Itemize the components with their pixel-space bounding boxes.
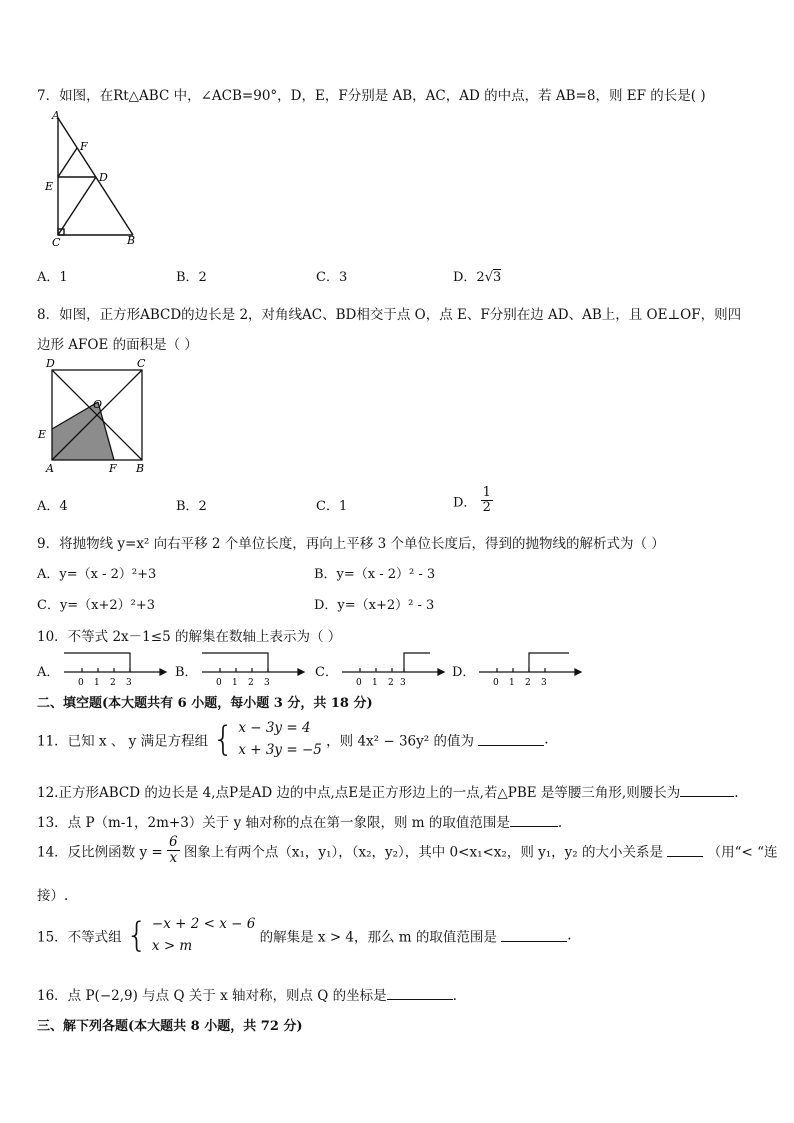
svg-text:3: 3	[400, 678, 406, 688]
q7-label-B: B	[127, 234, 136, 247]
q15-answer-blank[interactable]	[501, 929, 567, 942]
question-13: 13．点 P（m-1，2m+3）关于 y 轴对称的点在第一象限，则 m 的取值范围是 .	[37, 815, 563, 831]
q7-option-b: B．2	[176, 270, 207, 285]
svg-text:3: 3	[264, 678, 270, 688]
svg-text:2: 2	[110, 678, 116, 688]
question-12: 12.正方形ABCD 的边长是 4,点P是AD 边的中点,点E是正方形边上的一点,若△PBE 是等腰三角形,则腰长为 .	[37, 785, 739, 801]
q9-option-b: B．y=（x - 2）² - 3	[314, 567, 436, 582]
question-14-line2: 接）.	[37, 888, 69, 904]
q8-label-B: B	[136, 462, 145, 475]
q10-number-line-b	[198, 648, 308, 690]
brace-icon: {	[212, 719, 235, 760]
q10-option-d-letter: D．	[452, 665, 476, 680]
svg-text:1: 1	[232, 678, 238, 688]
question-8-stem-line1: 8．如图，正方形ABCD的边长是 2，对角线AC、BD相交于点 O，点 E、F分别在边 AD、AB上，且 OE⊥OF，则四	[37, 307, 742, 323]
svg-text:0: 0	[78, 678, 84, 688]
q10-option-b-letter: B．	[175, 665, 198, 680]
q7-option-d	[453, 266, 501, 285]
q14-answer-blank[interactable]	[667, 844, 703, 857]
svg-text:2: 2	[248, 678, 254, 688]
brace-icon: {	[125, 915, 148, 956]
q8-option-a: A．4	[37, 499, 68, 514]
q10-option-c-letter: C．	[315, 665, 338, 680]
q7-label-A: A	[52, 109, 60, 122]
q8-label-O: O	[93, 398, 103, 411]
q14-prefix: 14．反比例函数 y =	[37, 844, 163, 861]
q7-label-E: E	[45, 180, 54, 193]
q8-label-C: C	[137, 357, 146, 370]
section-2-heading: 二、填空题(本大题共有 6 小题，每小题 3 分，共 18 分)	[37, 696, 373, 711]
q10-option-a-letter: A．	[37, 665, 60, 680]
q16-text: 16．点 P(−2,9) 与点 Q 关于 x 轴对称，则点 Q 的坐标是	[37, 988, 387, 1004]
q7-option-d-root: 3	[493, 270, 502, 285]
q8-option-d-text: D．	[453, 495, 477, 511]
sqrt-icon: √	[484, 270, 493, 285]
q15-prefix: 15．不等式组	[37, 929, 122, 946]
question-8-stem-line2: 边形 AFOE 的面积是（ ）	[37, 337, 198, 353]
q8-option-c: C．1	[316, 499, 348, 514]
q13-text: 13．点 P（m-1，2m+3）关于 y 轴对称的点在第一象限，则 m 的取值范围是	[37, 815, 510, 831]
svg-text:1: 1	[509, 678, 515, 688]
q11-eq2: x + 3y = −5	[238, 741, 322, 758]
q7-triangle-figure	[38, 108, 148, 248]
q15-eq2: x > m	[151, 937, 193, 954]
q7-label-C: C	[52, 236, 61, 248]
svg-text:1: 1	[372, 678, 378, 688]
svg-text:0: 0	[356, 678, 362, 688]
q11-suffix: ，则 4x² − 36y² 的值为	[326, 733, 474, 750]
question-9-stem: 9．将抛物线 y=x² 向右平移 2 个单位长度，再向上平移 3 个单位长度后，得到的抛物线的解析式为（ ）	[37, 536, 665, 552]
svg-text:0: 0	[493, 678, 499, 688]
q10-number-line-d	[475, 648, 585, 690]
q8-label-E: E	[38, 428, 47, 441]
q8-option-d-fraction: $\frac{1}{2}$	[482, 485, 491, 516]
q8-option-d	[453, 486, 493, 516]
q8-label-A: A	[46, 462, 54, 475]
svg-text:2: 2	[525, 678, 531, 688]
svg-text:3: 3	[126, 678, 132, 688]
q8-label-F: F	[109, 462, 117, 475]
question-15: 15．不等式组 { −x + 2 < x − 6 x > m 的解集是 x > 4，那么 m 的取值范围是 .	[37, 915, 572, 956]
question-7-stem: 7．如图，在Rt△ABC 中，∠ACB=90°，D，E，F分别是 AB，AC，AD 的中点，若 AB=8，则 EF 的长是( )	[37, 88, 706, 104]
q11-eq1: x − 3y = 4	[238, 720, 311, 736]
q16-answer-blank[interactable]	[387, 987, 453, 1000]
question-16: 16．点 P(−2,9) 与点 Q 关于 x 轴对称，则点 Q 的坐标是 .	[37, 988, 457, 1004]
q12-text: 12.正方形ABCD 的边长是 4,点P是AD 边的中点,点E是正方形边上的一点,若△PBE 是等腰三角形,则腰长为	[37, 785, 681, 801]
q14-tail: （用“< “连	[707, 844, 778, 861]
section-3-heading: 三、解下列各题(本大题共 8 小题，共 72 分)	[37, 1019, 303, 1034]
q13-answer-blank[interactable]	[510, 814, 558, 827]
q15-system	[152, 914, 255, 957]
q9-option-c: C．y=（x+2）²+3	[37, 598, 156, 613]
q11-prefix: 11．已知 x 、 y 满足方程组	[37, 733, 209, 750]
q15-eq1: −x + 2 < x − 6	[151, 916, 256, 932]
q9-option-d: D．y=（x+2）² - 3	[314, 598, 435, 613]
q14-middle: 图象上有两个点（x₁，y₁），（x₂，y₂），其中 0<x₁<x₂，则 y₁，y₂ 的大小关系是	[183, 844, 663, 861]
q7-option-a: A．1	[37, 270, 68, 285]
q8-square-figure	[36, 356, 156, 476]
svg-text:3: 3	[541, 678, 547, 688]
q8-label-D: D	[46, 357, 55, 370]
q8-option-b: B．2	[176, 499, 207, 514]
question-10-stem: 10．不等式 2x－1≤5 的解集在数轴上表示为（ ）	[37, 629, 342, 645]
q15-suffix: 的解集是 x > 4，那么 m 的取值范围是	[259, 929, 497, 946]
svg-text:0: 0	[216, 678, 222, 688]
q14-fraction: $\frac{6}{x}$	[169, 834, 178, 866]
q9-option-a: A．y=（x - 2）²+3	[37, 567, 157, 582]
q11-system	[238, 718, 322, 761]
q12-answer-blank[interactable]	[680, 784, 734, 797]
q10-number-line-a	[60, 648, 170, 690]
q7-label-F: F	[80, 140, 88, 153]
q11-answer-blank[interactable]	[478, 733, 544, 746]
q10-number-line-c	[338, 648, 448, 690]
q7-option-c: C．3	[316, 270, 348, 285]
q7-option-d-text: D．2	[453, 270, 485, 285]
svg-text:1: 1	[94, 678, 100, 688]
q7-label-D: D	[99, 171, 108, 184]
question-11: 11．已知 x 、 y 满足方程组 { x − 3y = 4 x + 3y = −5 ，则 4x² − 36y² 的值为 .	[37, 719, 549, 760]
question-14	[37, 835, 777, 866]
svg-text:2: 2	[388, 678, 394, 688]
